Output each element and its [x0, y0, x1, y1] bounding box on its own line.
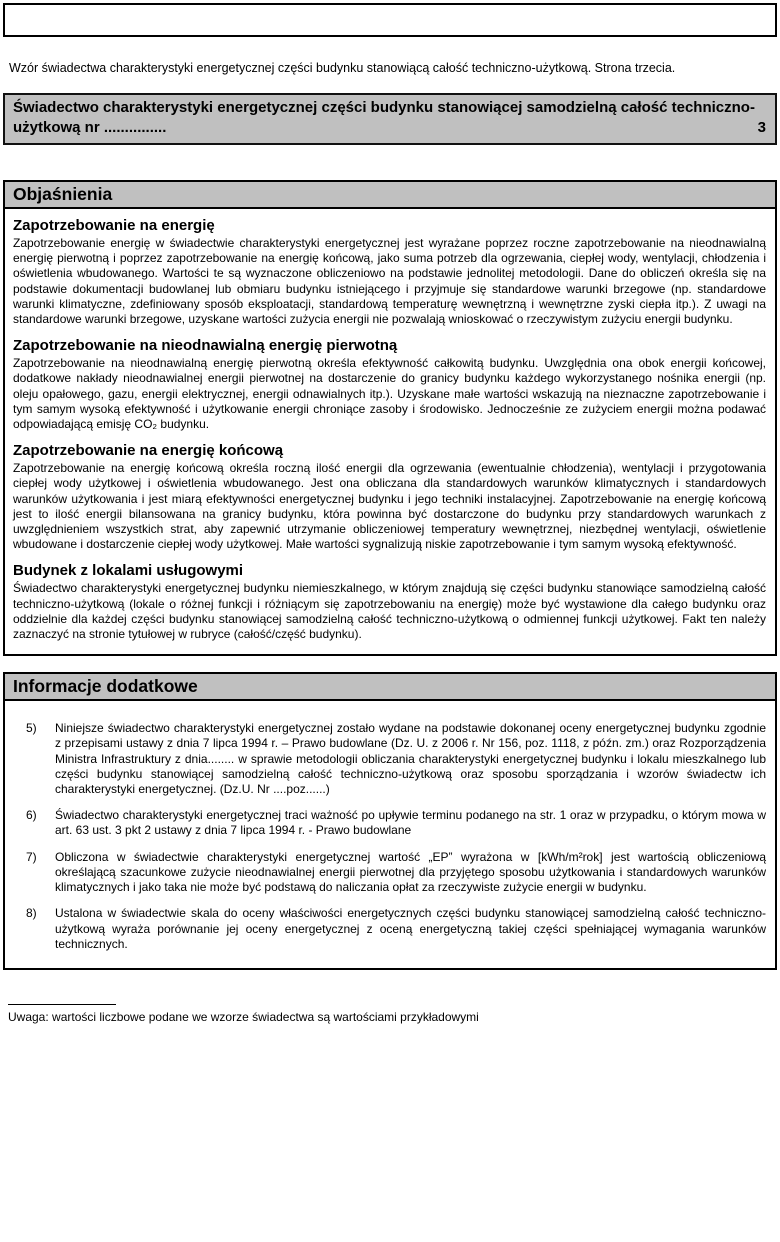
list-item-text: Obliczona w świadectwie charakterystyki energetycznej wartość „EP” wyrażona w [kWh/m²rok] jest wartością obliczeniową określającą szacunkowe zużycie nieodnawialnej energii pierwotnej dla przyjętego sposobu użytkowania i standardowych warunków klimatycznych i jako taka nie może być podstawą do naliczania opłat za rzeczywiste zużycie energii w budynku. [55, 849, 766, 895]
subsection-heading-energia: Zapotrzebowanie na energię [13, 217, 215, 234]
footnote-rule [8, 1004, 116, 1005]
list-item [13, 850, 766, 896]
list-item [13, 906, 766, 952]
list-item [13, 721, 766, 797]
subsection-heading-lokale: Budynek z lokalami usługowymi [13, 562, 244, 580]
section-header-informacje: Informacje dodatkowe [3, 672, 777, 701]
subsection-body-lokale: Świadectwo charakterystyki energetycznej budynku niemieszkalnego, w którym znajdują się części budynku stanowiące samodzielną całość techniczno-użytkową (lokale o różnej funkcji i różniącym się zapotrzebowaniu na energię) może być wystawione dla całego budynku oraz oddzielnie dla każdej części budynku stanowiącej samodzielną całość techniczno-użytkową o odmiennej funkcji użytkowej. Fakt ten należy zaznaczyć na stronie tytułowej w rubryce (całość/część budynku). [13, 581, 766, 642]
objasnienia-box [3, 209, 777, 656]
list-item-number: 6) [26, 808, 37, 823]
list-item-number: 8) [26, 906, 37, 921]
subsection-body-energia: Zapotrzebowanie energię w świadectwie charakterystyki energetycznej jest wyrażane poprzez roczne zapotrzebowanie na nieodnawialną energię pierwotną i poprzez zapotrzebowanie na energię końcową, jako suma potrzeb dla ogrzewania, ciepłej wody, wentylacji, chłodzenia i oświetlenia wbudowanego. Wartości te są wyznaczone obliczeniowo na podstawie jednolitej metodologii. Dane do obliczeń określa się na podstawie dokumentacji budowlanej lub obmiaru budynku istniejącego i przyjmuje się standardowe warunki brzegowe (np. standardowe warunki klimatyczne, zdefiniowany sposób eksploatacji, standardową temperaturę wewnętrzną i wewnętrzne zyski ciepła itp.). Z uwagi na standardowe warunki brzegowe, uzyskane wartości zużycia energii nie pozwalają wnioskować o rzeczywistym zużyciu energii budynku. [13, 236, 766, 327]
document-page [0, 3, 780, 1025]
certificate-title-bar [3, 93, 777, 145]
list-item-number: 7) [26, 849, 37, 864]
subsection-body-pierwotna: Zapotrzebowanie na nieodnawialną energię pierwotną określa efektywność całkowitą budynku. Uwzględnia ona obok energii końcowej, dodatkowe nakłady nieodnawialnej energii pierwotnej na dostarczenie do granicy budynku każdego wykorzystanego nośnika energii (np. oleju opałowego, gazu, energii elektrycznej, energii odnawialnych itp.). Uzyskane małe wartości wskazują na nieznaczne zapotrzebowanie i tym samym wysoką efektywność i użytkowanie energii chroniące zasoby i środowisko. Jednocześnie ze zużyciem energii można podawać odpowiadającą emisję CO₂ budynku. [13, 356, 766, 432]
empty-header-box [3, 3, 777, 37]
list-item-text: Niniejsze świadectwo charakterystyki energetycznej zostało wydane na podstawie dokonanej oceny energetycznej budynku zgodnie z przepisami ustawy z dnia 7 lipca 1994 r. – Prawo budowlane (Dz. U. z 2006 r. Nr 156, poz. 1118, z późn. zm.) oraz Rozporządzenia Ministra Infrastruktury z dnia........ w sprawie metodologii obliczania charakterystyki energetycznej budynku i lokalu mieszkalnego lub części budynku stanowiącej samodzielną całość techniczno-użytkową oraz sposobu sporządzania i wzorów świadectw ich charakterystyki energetycznej. (Dz.U. Nr ....poz......) [55, 721, 766, 797]
informacje-box [3, 701, 777, 970]
certificate-title: Świadectwo charakterystyki energetycznej części budynku stanowiącej samodzielną całość techniczno-użytkową nr ............... [13, 99, 755, 136]
footnote [8, 1004, 777, 1025]
list-item-text: Ustalona w świadectwie skala do oceny właściwości energetycznych części budynku stanowiącej samodzielną całość techniczno-użytkową wyraża porównanie jej oceny energetycznej z oceną energetyczną takiej części spełniającej wymagania warunków technicznych. [55, 906, 766, 951]
subsection-heading-koncowa: Zapotrzebowanie na energię końcową [13, 442, 284, 460]
subsection-heading-pierwotna: Zapotrzebowanie na nieodnawialną energię pierwotną [13, 337, 398, 355]
list-item-number: 5) [26, 721, 37, 736]
section-header-objasnienia: Objaśnienia [3, 180, 777, 209]
subsection-body-koncowa: Zapotrzebowanie na energię końcową określa roczną ilość energii dla ogrzewania (ewentualnie chłodzenia), wentylacji i przygotowania ciepłej wody użytkowej i oświetlenia wbudowanego. Jest ona obliczana dla standardowych warunków klimatycznych i standardowych warunków użytkowania i jest miarą efektywności energetycznej budynku i jego techniki instalacyjnej. Zapotrzebowanie na energię końcową jest to ilość energii bilansowana na granicy budynku, która powinna być dostarczone do budynku przy standardowych warunkach z uwzględnieniem wszystkich strat, aby zapewnić utrzymanie obliczeniowej temperatury wewnętrznej, niezbędnej wentylacji, oświetlenie wbudowane i dostarczenie ciepłej wody użytkowej. Małe wartości sygnalizują niskie zapotrzebowanie i tym samym wysoką efektywność. [13, 461, 766, 552]
page-number: 3 [757, 119, 766, 136]
footnote-text: Uwaga: wartości liczbowe podane we wzorze świadectwa są wartościami przykładowymi [8, 1009, 479, 1024]
list-item [13, 808, 766, 838]
page-caption: Wzór świadectwa charakterystyki energetycznej części budynku stanowiącą całość techniczno-użytkową. Strona trzecia. [9, 61, 676, 75]
list-item-text: Świadectwo charakterystyki energetycznej traci ważność po upływie terminu podanego na str. 1 oraz w przypadku, o którym mowa w art. 63 ust. 3 pkt 2 ustawy z dnia 7 lipca 1994 r. - Prawo budowlane [55, 808, 766, 838]
